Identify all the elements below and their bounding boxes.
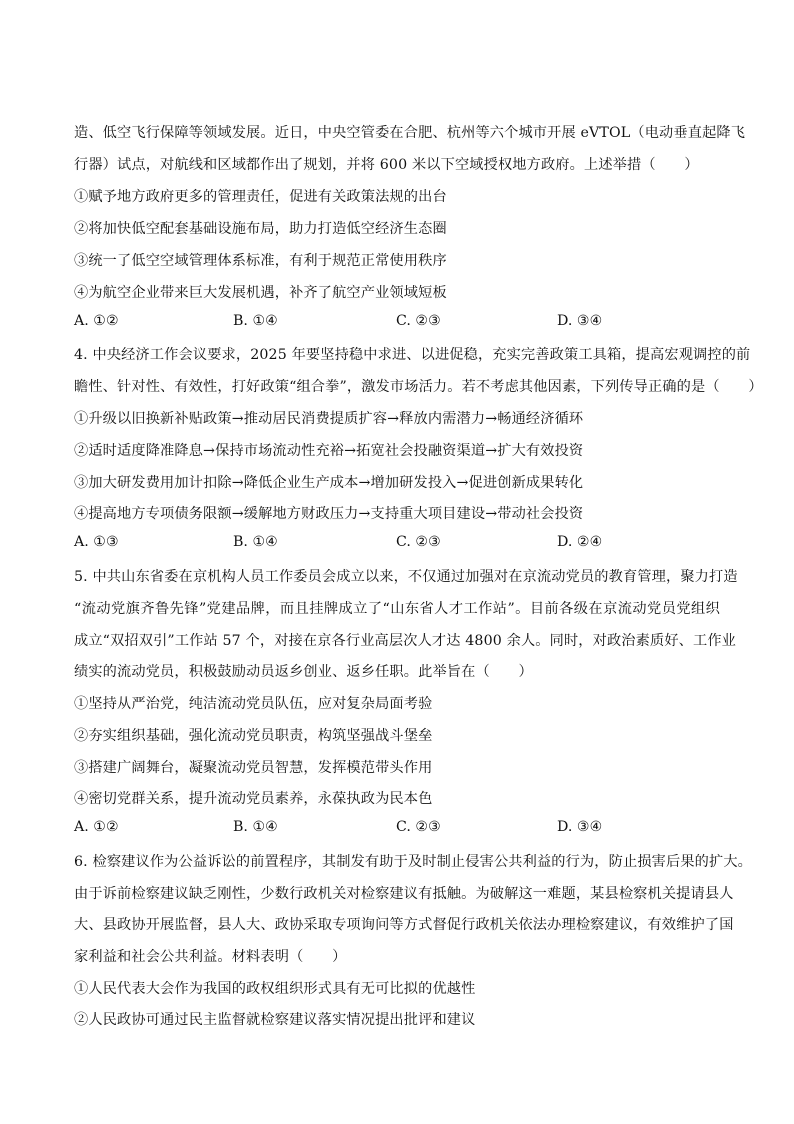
q4-statement-2: ②适时适度降准降息→保持市场流动性充裕→拓宽社会投融资渠道→扩大有效投资 (74, 443, 584, 459)
q3-option-c: C. ②③ (396, 313, 441, 329)
q6-stem-line-3: 大、县政协开展监督，县人大、政协采取专项询问等方式督促行政机关依法办理检察建议，有效维护了国 (74, 917, 734, 933)
q3-statement-3: ③统一了低空空域管理体系标准，有利于规范正常使用秩序 (74, 253, 447, 269)
q5-statement-3: ③搭建广阔舞台，凝聚流动党员智慧，发挥模范带头作用 (74, 760, 433, 776)
q5-option-b: B. ①④ (233, 819, 278, 835)
q4-option-b: B. ①④ (233, 534, 278, 550)
q3-option-b: B. ①④ (233, 313, 278, 329)
q3-statement-2: ②将加快低空配套基础设施布局，助力打造低空经济生态圈 (74, 221, 447, 237)
q5-option-c: C. ②③ (396, 819, 441, 835)
q3-stem-line-1: 造、低空飞行保障等领域发展。近日，中央空管委在合肥、杭州等六个城市开展 eVTOL（电动垂直起降飞 (74, 125, 746, 141)
q4-option-c: C. ②③ (396, 534, 441, 550)
q3-stem-line-2: 行器）试点，对航线和区域都作出了规划，并将 600 米以下空域授权地方政府。上述举措（ ） (74, 157, 699, 173)
q4-statement-1: ①升级以旧换新补贴政策→推动居民消费提质扩容→释放内需潜力→畅通经济循环 (74, 411, 584, 427)
q4-statement-4: ④提高地方专项债务限额→缓解地方财政压力→支持重大项目建设→带动社会投资 (74, 506, 584, 522)
q5-statement-1: ①坚持从严治党，纯洁流动党员队伍，应对复杂局面考验 (74, 696, 433, 712)
q5-stem-line-1: 5. 中共山东省委在京机构人员工作委员会成立以来，不仅通过加强对在京流动党员的教育管理，聚力打造 (74, 569, 738, 585)
q3-statement-4: ④为航空企业带来巨大发展机遇，补齐了航空产业领域短板 (74, 285, 447, 301)
q4-stem-line-1: 4. 中央经济工作会议要求，2025 年要坚持稳中求进、以进促稳，充实完善政策工具箱，提高宏观调控的前 (74, 347, 751, 363)
q5-stem-line-4: 绩实的流动党员，积极鼓励动员返乡创业、返乡任职。此举旨在（ ） (74, 664, 533, 680)
q6-stem-line-4: 家利益和社会公共利益。材料表明（ ） (74, 949, 347, 965)
q3-statement-1: ①赋予地方政府更多的管理责任，促进有关政策法规的出台 (74, 189, 447, 205)
q4-stem-line-2: 瞻性、针对性、有效性，打好政策“组合拳”，激发市场活力。若不考虑其他因素，下列传导正确的是（ ） (74, 379, 763, 395)
q5-option-a: A. ①② (74, 819, 119, 835)
q6-stem-line-1: 6. 检察建议作为公益诉讼的前置程序，其制发有助于及时制止侵害公共利益的行为，防止损害后果的扩大。 (74, 854, 753, 870)
q4-option-d: D. ②④ (557, 534, 603, 550)
q5-stem-line-2: “流动党旗齐鲁先锋”党建品牌，而且挂牌成立了“山东省人才工作站”。目前各级在京流动党员党组织 (74, 601, 720, 617)
q4-option-a: A. ①③ (74, 534, 119, 550)
q6-statement-1: ①人民代表大会作为我国的政权组织形式具有无可比拟的优越性 (74, 981, 476, 997)
q3-option-d: D. ③④ (557, 313, 603, 329)
q6-stem-line-2: 由于诉前检察建议缺乏刚性，少数行政机关对检察建议有抵触。为破解这一难题，某县检察机关提请县人 (74, 886, 734, 902)
q5-statement-4: ④密切党群关系，提升流动党员素养，永葆执政为民本色 (74, 791, 433, 807)
q5-statement-2: ②夯实组织基础，强化流动党员职责，构筑坚强战斗堡垒 (74, 728, 433, 744)
q4-statement-3: ③加大研发费用加计扣除→降低企业生产成本→增加研发投入→促进创新成果转化 (74, 475, 584, 491)
q3-option-a: A. ①② (74, 313, 119, 329)
q5-stem-line-3: 成立“双招双引”工作站 57 个，对接在京各行业高层次人才达 4800 余人。同时，对政治素质好、工作业 (74, 633, 737, 649)
q5-option-d: D. ③④ (557, 819, 603, 835)
q6-statement-2: ②人民政协可通过民主监督就检察建议落实情况提出批评和建议 (74, 1012, 476, 1028)
